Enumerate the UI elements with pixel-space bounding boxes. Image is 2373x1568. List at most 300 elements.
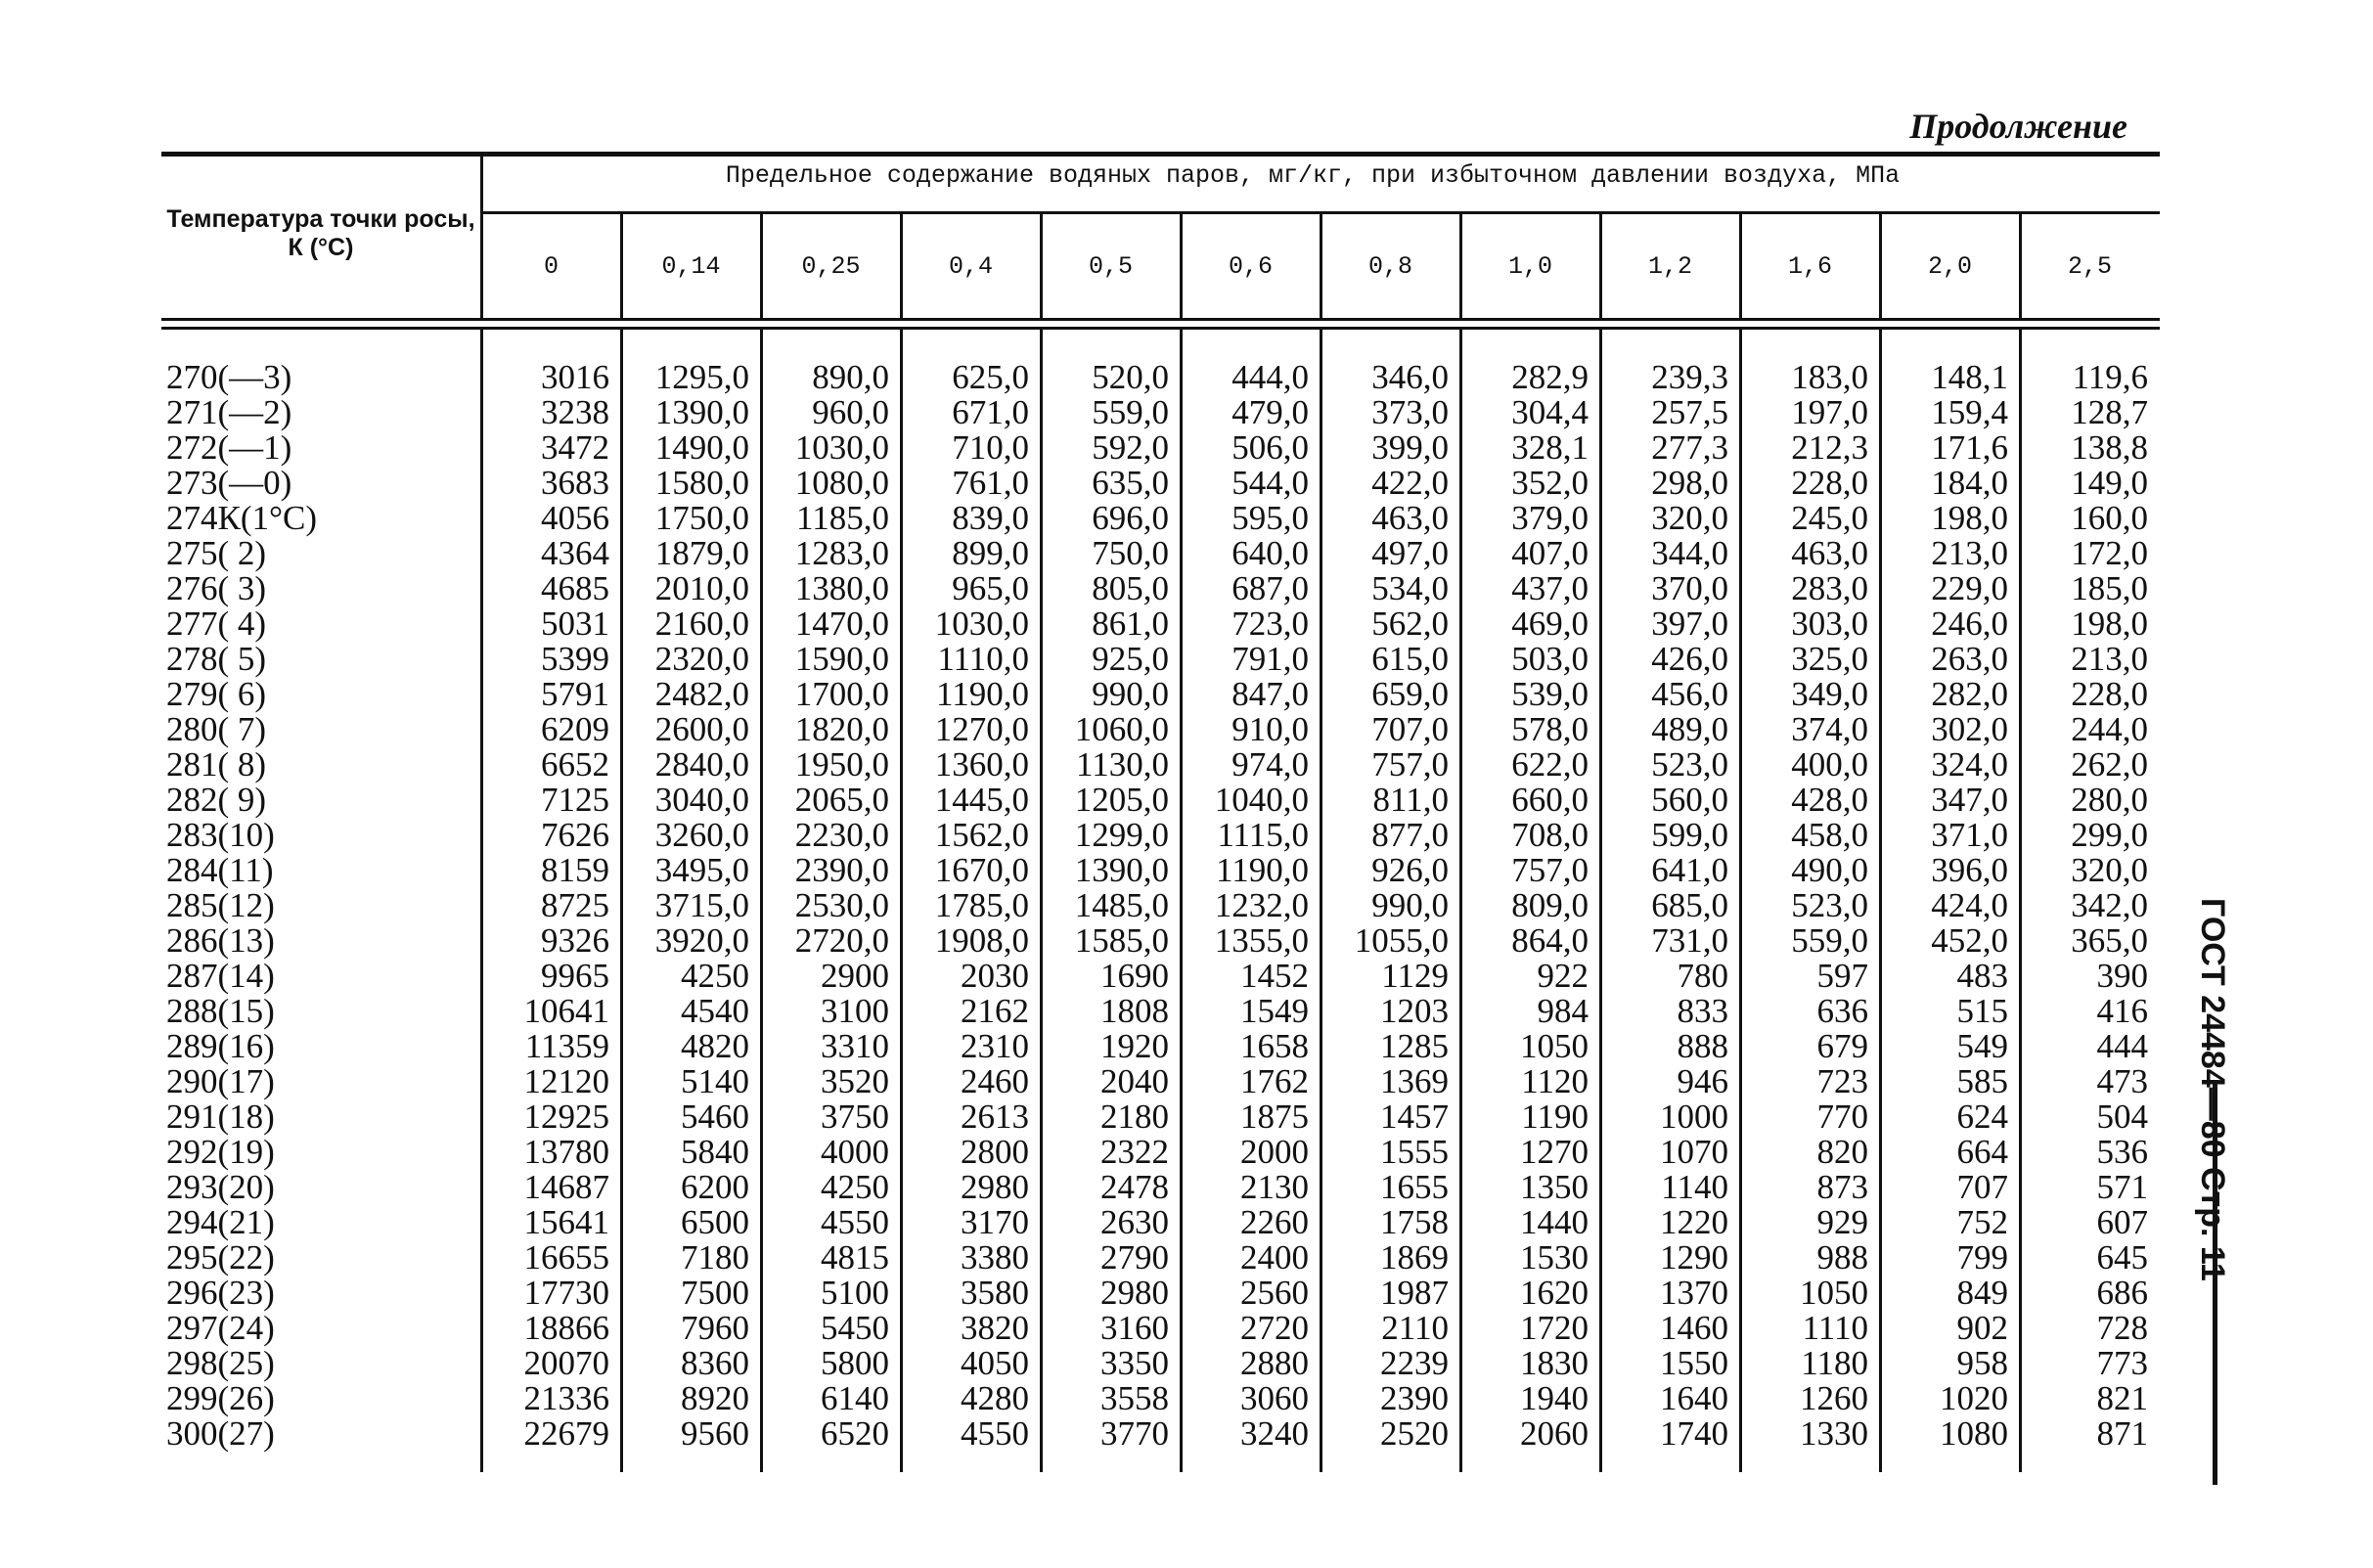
table-cell: 3170	[961, 1203, 1029, 1241]
table-cell: 1580,0	[654, 464, 749, 502]
table-cell: 1740	[1660, 1414, 1728, 1453]
dew-point-label: 270(—3)	[166, 358, 292, 396]
dew-point-label: 274К(1°С)	[166, 499, 317, 537]
table-cell: 1140	[1661, 1168, 1728, 1206]
table-cell: 728	[2096, 1309, 2148, 1347]
column-rule-header	[1320, 214, 1322, 318]
table-cell: 1762	[1240, 1062, 1309, 1100]
column-rule-header	[1180, 214, 1183, 318]
table-cell: 1020	[1940, 1379, 2008, 1417]
table-cell: 304,4	[1511, 393, 1589, 431]
table-cell: 7626	[541, 816, 609, 854]
table-cell: 7500	[681, 1274, 749, 1312]
table-cell: 1658	[1240, 1027, 1309, 1065]
pressure-column-header: 2,0	[1927, 252, 1972, 281]
table-cell: 549	[1956, 1027, 2008, 1065]
table-cell: 636	[1816, 992, 1868, 1030]
dew-point-label: 271(—2)	[166, 393, 292, 431]
table-cell: 407,0	[1511, 534, 1589, 572]
table-cell: 1040,0	[1214, 781, 1309, 819]
table-cell: 5450	[821, 1309, 889, 1347]
table-cell: 750,0	[1092, 534, 1169, 572]
table-cell: 7960	[681, 1309, 749, 1347]
table-cell: 685,0	[1651, 886, 1728, 924]
table-cell: 424,0	[1931, 886, 2008, 924]
table-cell: 1115,0	[1217, 816, 1309, 854]
table-cell: 707,0	[1371, 710, 1449, 748]
table-cell: 148,1	[1931, 358, 2008, 396]
table-cell: 400,0	[1791, 745, 1868, 784]
dew-point-label: 272(—1)	[166, 428, 292, 467]
table-cell: 1370	[1660, 1274, 1728, 1312]
table-cell: 3520	[821, 1062, 889, 1100]
table-cell: 1185,0	[796, 499, 889, 537]
table-cell: 149,0	[2071, 464, 2148, 502]
table-cell: 1530	[1520, 1238, 1589, 1277]
table-cell: 1270,0	[934, 710, 1029, 748]
table-cell: 497,0	[1371, 534, 1449, 572]
table-cell: 347,0	[1931, 781, 2008, 819]
table-cell: 1550	[1660, 1344, 1728, 1382]
table-cell: 820	[1816, 1133, 1868, 1171]
table-cell: 1260	[1800, 1379, 1868, 1417]
dew-point-label: 297(24)	[166, 1309, 275, 1347]
table-cell: 9326	[541, 921, 609, 960]
table-cell: 2613	[961, 1098, 1029, 1136]
table-cell: 640,0	[1231, 534, 1309, 572]
table-cell: 7125	[541, 781, 609, 819]
table-cell: 958	[1956, 1344, 2008, 1382]
table-cell: 12925	[523, 1098, 609, 1136]
header-double-rule-bottom	[161, 327, 2160, 330]
table-cell: 490,0	[1791, 851, 1868, 889]
table-cell: 624	[1956, 1098, 2008, 1136]
table-cell: 4250	[681, 957, 749, 995]
column-rule-header	[1739, 214, 1742, 318]
table-cell: 1030,0	[934, 605, 1029, 643]
table-cell: 1758	[1380, 1203, 1449, 1241]
table-cell: 5399	[541, 640, 609, 678]
table-cell: 523,0	[1651, 745, 1728, 784]
table-cell: 1670,0	[934, 851, 1029, 889]
pressure-column-header: 1,6	[1787, 252, 1832, 281]
table-cell: 752	[1956, 1203, 2008, 1241]
table-cell: 21336	[523, 1379, 609, 1417]
table-cell: 282,0	[1931, 675, 2008, 713]
table-cell: 246,0	[1931, 605, 2008, 643]
table-cell: 298,0	[1651, 464, 1728, 502]
dew-point-label: 286(13)	[166, 921, 275, 960]
table-cell: 2400	[1240, 1238, 1309, 1277]
table-cell: 370,0	[1651, 569, 1728, 607]
table-cell: 8920	[681, 1379, 749, 1417]
table-cell: 1285	[1380, 1027, 1449, 1065]
table-cell: 4364	[541, 534, 609, 572]
table-cell: 4000	[821, 1133, 889, 1171]
table-cell: 1690	[1100, 957, 1169, 995]
table-cell: 2720,0	[794, 921, 889, 960]
table-cell: 2630	[1100, 1203, 1169, 1241]
table-cell: 839,0	[952, 499, 1029, 537]
column-rule-header	[1599, 214, 1602, 318]
table-cell: 592,0	[1092, 428, 1169, 467]
table-cell: 910,0	[1231, 710, 1309, 748]
table-cell: 2010,0	[654, 569, 749, 607]
table-cell: 761,0	[952, 464, 1029, 502]
table-cell: 1987	[1380, 1274, 1449, 1312]
table-cell: 1190,0	[936, 675, 1029, 713]
table-cell: 463,0	[1791, 534, 1868, 572]
header-double-rule-top	[161, 318, 2160, 321]
dew-point-label: 296(23)	[166, 1274, 275, 1312]
table-cell: 1750,0	[654, 499, 749, 537]
table-cell: 1120	[1521, 1062, 1589, 1100]
table-cell: 489,0	[1651, 710, 1728, 748]
dew-point-label: 284(11)	[166, 851, 274, 889]
table-cell: 184,0	[1931, 464, 2008, 502]
table-cell: 539,0	[1511, 675, 1589, 713]
table-cell: 2900	[821, 957, 889, 995]
table-cell: 562,0	[1371, 605, 1449, 643]
table-cell: 2800	[961, 1133, 1029, 1171]
table-cell: 536	[2096, 1133, 2148, 1171]
table-cell: 5791	[541, 675, 609, 713]
dew-point-label: 294(21)	[166, 1203, 275, 1241]
table-cell: 3160	[1100, 1309, 1169, 1347]
pressure-column-header: 0,8	[1367, 252, 1412, 281]
dew-point-label: 291(18)	[166, 1098, 275, 1136]
table-cell: 873	[1816, 1168, 1868, 1206]
table-cell: 890,0	[812, 358, 889, 396]
table-cell: 4056	[541, 499, 609, 537]
table-cell: 780	[1677, 957, 1728, 995]
table-cell: 1440	[1520, 1203, 1589, 1241]
dew-point-label: 299(26)	[166, 1379, 275, 1417]
table-cell: 595,0	[1231, 499, 1309, 537]
table-cell: 2520	[1380, 1414, 1449, 1453]
table-cell: 1700,0	[794, 675, 889, 713]
table-cell: 710,0	[952, 428, 1029, 467]
table-cell: 3683	[541, 464, 609, 502]
table-cell: 571	[2096, 1168, 2148, 1206]
dew-point-label: 282( 9)	[166, 781, 267, 819]
table-cell: 641,0	[1651, 851, 1728, 889]
dew-point-label: 290(17)	[166, 1062, 275, 1100]
table-cell: 416	[2096, 992, 2148, 1030]
table-cell: 3310	[821, 1027, 889, 1065]
table-cell: 833	[1677, 992, 1728, 1030]
table-cell: 990,0	[1092, 675, 1169, 713]
table-cell: 1190,0	[1216, 851, 1309, 889]
table-cell: 3495,0	[654, 851, 749, 889]
table-cell: 444	[2096, 1027, 2148, 1065]
dew-point-label: 276( 3)	[166, 569, 267, 607]
table-cell: 523,0	[1791, 886, 1868, 924]
table-cell: 213,0	[1931, 534, 2008, 572]
table-cell: 12120	[523, 1062, 609, 1100]
table-cell: 324,0	[1931, 745, 2008, 784]
pressure-column-header: 0,25	[801, 252, 861, 281]
table-cell: 696,0	[1092, 499, 1169, 537]
table-cell: 1060,0	[1074, 710, 1169, 748]
table-cell: 2530,0	[794, 886, 889, 924]
table-cell: 929	[1816, 1203, 1868, 1241]
table-cell: 396,0	[1931, 851, 2008, 889]
table-cell: 965,0	[952, 569, 1029, 607]
table-cell: 671,0	[952, 393, 1029, 431]
table-cell: 861,0	[1092, 605, 1169, 643]
table-cell: 344,0	[1651, 534, 1728, 572]
table-cell: 2790	[1100, 1238, 1169, 1277]
table-cell: 2260	[1240, 1203, 1309, 1241]
pressure-column-header: 0	[543, 252, 559, 281]
table-cell: 346,0	[1371, 358, 1449, 396]
table-cell: 2390	[1380, 1379, 1449, 1417]
table-cell: 4550	[961, 1414, 1029, 1453]
dew-point-label: 288(15)	[166, 992, 275, 1030]
table-cell: 4550	[821, 1203, 889, 1241]
table-cell: 399,0	[1371, 428, 1449, 467]
table-cell: 679	[1816, 1027, 1868, 1065]
table-cell: 2390,0	[794, 851, 889, 889]
table-cell: 1445,0	[934, 781, 1029, 819]
table-cell: 578,0	[1511, 710, 1589, 748]
table-cell: 615,0	[1371, 640, 1449, 678]
table-cell: 974,0	[1231, 745, 1309, 784]
table-cell: 773	[2096, 1344, 2148, 1382]
table-cell: 22679	[523, 1414, 609, 1453]
table-cell: 757,0	[1371, 745, 1449, 784]
top-rule	[161, 152, 2160, 157]
table-cell: 560,0	[1651, 781, 1728, 819]
table-cell: 9965	[541, 957, 609, 995]
table-cell: 1369	[1380, 1062, 1449, 1100]
dew-point-label: 295(22)	[166, 1238, 275, 1277]
table-cell: 3920,0	[654, 921, 749, 960]
table-cell: 708,0	[1511, 816, 1589, 854]
table-cell: 1220	[1660, 1203, 1728, 1241]
table-cell: 925,0	[1092, 640, 1169, 678]
table-cell: 1869	[1380, 1238, 1449, 1277]
table-cell: 1908,0	[934, 921, 1029, 960]
dew-point-label: 279( 6)	[166, 675, 267, 713]
table-cell: 371,0	[1931, 816, 2008, 854]
table-cell: 1205,0	[1074, 781, 1169, 819]
table-cell: 849	[1956, 1274, 2008, 1312]
table-cell: 2322	[1100, 1133, 1169, 1171]
table-cell: 2482,0	[654, 675, 749, 713]
table-cell: 16655	[523, 1238, 609, 1277]
table-cell: 1562,0	[934, 816, 1029, 854]
dew-point-label: 277( 4)	[166, 605, 267, 643]
table-cell: 2310	[961, 1027, 1029, 1065]
dew-point-header: Температура точки росы, К (°С)	[166, 205, 475, 261]
table-cell: 299,0	[2071, 816, 2148, 854]
table-cell: 1549	[1240, 992, 1309, 1030]
table-cell: 2320,0	[654, 640, 749, 678]
table-cell: 504	[2096, 1098, 2148, 1136]
table-cell: 4685	[541, 569, 609, 607]
table-cell: 328,1	[1511, 428, 1589, 467]
table-cell: 1457	[1380, 1098, 1449, 1136]
column-rule-header	[2019, 214, 2022, 318]
table-cell: 4280	[961, 1379, 1029, 1417]
table-cell: 13780	[523, 1133, 609, 1171]
table-cell: 128,7	[2071, 393, 2148, 431]
table-cell: 1180	[1801, 1344, 1868, 1382]
table-cell: 1129	[1381, 957, 1449, 995]
table-cell: 902	[1956, 1309, 2008, 1347]
table-cell: 379,0	[1511, 499, 1589, 537]
table-cell: 1080	[1940, 1414, 2008, 1453]
table-cell: 302,0	[1931, 710, 2008, 748]
table-cell: 6209	[541, 710, 609, 748]
column-rule-header	[760, 214, 763, 318]
table-cell: 2600,0	[654, 710, 749, 748]
table-cell: 2110	[1381, 1309, 1449, 1347]
dew-point-label: 281( 8)	[166, 745, 267, 784]
table-cell: 437,0	[1511, 569, 1589, 607]
table-cell: 1920	[1100, 1027, 1169, 1065]
table-cell: 899,0	[952, 534, 1029, 572]
table-cell: 544,0	[1231, 464, 1309, 502]
table-cell: 1590,0	[794, 640, 889, 678]
table-cell: 4815	[821, 1238, 889, 1277]
table-cell: 373,0	[1371, 393, 1449, 431]
table-cell: 1470,0	[794, 605, 889, 643]
table-cell: 11359	[524, 1027, 609, 1065]
table-cell: 4540	[681, 992, 749, 1030]
table-cell: 422,0	[1371, 464, 1449, 502]
table-cell: 352,0	[1511, 464, 1589, 502]
dew-point-label: 275( 2)	[166, 534, 267, 572]
table-cell: 8159	[541, 851, 609, 889]
table-cell: 8360	[681, 1344, 749, 1382]
table-cell: 228,0	[2071, 675, 2148, 713]
table-cell: 365,0	[2071, 921, 2148, 960]
dew-point-label: 273(—0)	[166, 464, 292, 502]
pressure-column-header: 1,0	[1507, 252, 1552, 281]
table-cell: 5140	[681, 1062, 749, 1100]
table-cell: 320,0	[1651, 499, 1728, 537]
table-cell: 1655	[1380, 1168, 1449, 1206]
table-cell: 1232,0	[1214, 886, 1309, 924]
table-cell: 198,0	[1931, 499, 2008, 537]
table-cell: 138,8	[2071, 428, 2148, 467]
table-cell: 3750	[821, 1098, 889, 1136]
table-cell: 1490,0	[654, 428, 749, 467]
table-cell: 1055,0	[1354, 921, 1449, 960]
table-cell: 1555	[1380, 1133, 1449, 1171]
table-cell: 1270	[1520, 1133, 1589, 1171]
table-cell: 1330	[1800, 1414, 1868, 1453]
table-cell: 282,9	[1511, 358, 1589, 396]
table-cell: 212,3	[1791, 428, 1868, 467]
table-cell: 731,0	[1651, 921, 1728, 960]
table-cell: 280,0	[2071, 781, 2148, 819]
table-cell: 3715,0	[654, 886, 749, 924]
table-cell: 659,0	[1371, 675, 1449, 713]
table-cell: 20070	[523, 1344, 609, 1382]
table-cell: 888	[1677, 1027, 1728, 1065]
table-cell: 390	[2096, 957, 2148, 995]
table-cell: 871	[2096, 1414, 2148, 1453]
table-cell: 244,0	[2071, 710, 2148, 748]
table-cell: 469,0	[1511, 605, 1589, 643]
dew-point-label: 300(27)	[166, 1414, 275, 1453]
table-cell: 723,0	[1231, 605, 1309, 643]
table-cell: 303,0	[1791, 605, 1868, 643]
table-cell: 1940	[1520, 1379, 1589, 1417]
table-cell: 1295,0	[654, 358, 749, 396]
table-cell: 506,0	[1231, 428, 1309, 467]
pressure-column-header: 0,5	[1088, 252, 1133, 281]
table-cell: 473	[2096, 1062, 2148, 1100]
dew-point-label: 293(20)	[166, 1168, 275, 1206]
table-cell: 805,0	[1092, 569, 1169, 607]
table-cell: 1380,0	[794, 569, 889, 607]
table-cell: 1390,0	[1074, 851, 1169, 889]
table-cell: 660,0	[1511, 781, 1589, 819]
table-cell: 520,0	[1092, 358, 1169, 396]
table-cell: 645	[2096, 1238, 2148, 1277]
table-cell: 4250	[821, 1168, 889, 1206]
table-cell: 1050	[1520, 1027, 1589, 1065]
table-cell: 635,0	[1092, 464, 1169, 502]
table-cell: 198,0	[2071, 605, 2148, 643]
table-cell: 597	[1816, 957, 1868, 995]
table-cell: 5800	[821, 1344, 889, 1382]
table-cell: 926,0	[1371, 851, 1449, 889]
table-cell: 5031	[541, 605, 609, 643]
column-rule-header	[1459, 214, 1462, 318]
table-cell: 159,4	[1931, 393, 2008, 431]
table-cell: 7180	[681, 1238, 749, 1277]
table-cell: 14687	[523, 1168, 609, 1206]
table-cell: 9560	[681, 1414, 749, 1453]
table-cell: 2065,0	[794, 781, 889, 819]
table-cell: 1820,0	[794, 710, 889, 748]
table-cell: 1080,0	[794, 464, 889, 502]
table-cell: 228,0	[1791, 464, 1868, 502]
table-cell: 2478	[1100, 1168, 1169, 1206]
table-cell: 3040,0	[654, 781, 749, 819]
dew-point-label: 289(16)	[166, 1027, 275, 1065]
table-cell: 1390,0	[654, 393, 749, 431]
table-cell: 10641	[523, 992, 609, 1030]
table-cell: 6140	[821, 1379, 889, 1417]
table-cell: 262,0	[2071, 745, 2148, 784]
column-rule-header	[480, 157, 483, 318]
table-cell: 6520	[821, 1414, 889, 1453]
table-cell: 1360,0	[934, 745, 1029, 784]
table-cell: 3350	[1100, 1344, 1169, 1382]
table-cell: 664	[1956, 1133, 2008, 1171]
table-cell: 2980	[961, 1168, 1029, 1206]
table-cell: 1879,0	[654, 534, 749, 572]
table-cell: 1640	[1660, 1379, 1728, 1417]
table-cell: 1452	[1240, 957, 1309, 995]
table-cell: 1000	[1660, 1098, 1728, 1136]
pressure-column-header: 1,2	[1647, 252, 1692, 281]
table-cell: 757,0	[1511, 851, 1589, 889]
table-cell: 791,0	[1231, 640, 1309, 678]
table-cell: 687,0	[1231, 569, 1309, 607]
table-cell: 463,0	[1371, 499, 1449, 537]
table-cell: 2460	[961, 1062, 1029, 1100]
table-cell: 1283,0	[794, 534, 889, 572]
table-cell: 229,0	[1931, 569, 2008, 607]
